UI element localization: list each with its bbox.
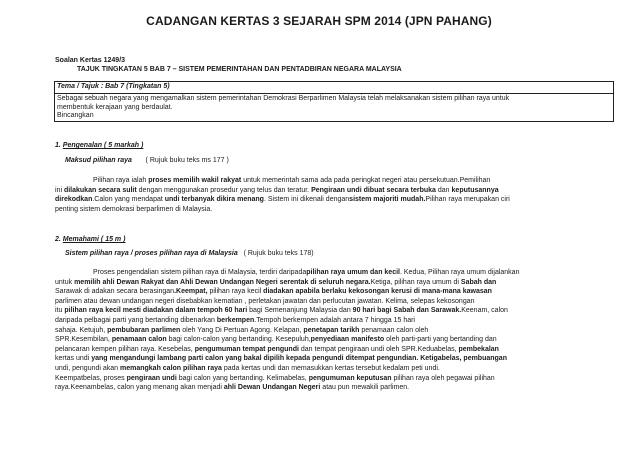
section-2-paragraph bbox=[55, 268, 615, 393]
paragraph-line bbox=[55, 186, 615, 196]
text-run: dengan menggunakan prosedur yang telus dan teratur. bbox=[136, 186, 312, 194]
text-run: .Calon yang mendapat bbox=[92, 196, 165, 204]
text-run: untuk memerintah sama ada pada peringkat negeri atau persekutuan.Pemilihan bbox=[241, 177, 491, 184]
text-run: ini bbox=[55, 186, 64, 194]
section-number: 2. bbox=[55, 236, 61, 243]
text-run: pembekalan bbox=[458, 345, 499, 353]
text-run: memilih ahli Dewan Rakyat dan Ahli Dewan Undangan Negeri serentak di seluruh negara. bbox=[74, 278, 371, 286]
text-run: pengumuman tempat pengundi bbox=[194, 345, 299, 353]
theme-line: membentuk kerajaan yang berdaulat. bbox=[57, 103, 173, 111]
text-run: parlimen atau dewan undangan negeri disebabkan kematian , perletakan jawatan dan perlucutan jawatan. Kelima, selepas kekosongan bbox=[55, 297, 475, 305]
text-run: dilakukan secara sulit bbox=[63, 186, 137, 194]
text-run: pengiraan undi bbox=[126, 374, 177, 382]
paragraph-line bbox=[55, 176, 615, 186]
paragraph-line bbox=[55, 364, 615, 374]
theme-header: Tema / Tajuk : Bab 7 (Tingkatan 5) bbox=[55, 82, 613, 94]
text-run: berkempen bbox=[216, 316, 255, 324]
text-run: itu bbox=[55, 307, 65, 315]
text-run: pelancaran kempen pilihan raya. Kesebelas, bbox=[55, 345, 195, 353]
theme-line: Sebagai sebuah negara yang mengamalkan sistem pemerintahan Demokrasi Berparlimen Malaysia telah melaksanakan sistem pilihan raya untuk bbox=[57, 95, 510, 102]
text-run: undi terbanyak dikira menang bbox=[164, 196, 264, 204]
text-run: penetapan tarikh bbox=[303, 326, 360, 334]
paragraph-line bbox=[55, 326, 615, 336]
text-run: . Sistem ini dikenali dengan bbox=[263, 196, 350, 204]
text-run: Keempatbelas, proses bbox=[55, 374, 127, 382]
text-run: SPR.Kesembilan, bbox=[55, 336, 112, 344]
subheading-reference: ( Rujuk buku teks 178) bbox=[243, 250, 314, 257]
text-run: bagi Semenanjung Malaysia dan bbox=[247, 307, 353, 315]
paragraph-line bbox=[55, 354, 615, 364]
theme-instruction: Bincangkan bbox=[57, 112, 94, 120]
text-run: Pengiraan undi dibuat secara terbuka bbox=[311, 186, 436, 194]
text-run: sistem majoriti mudah. bbox=[349, 196, 426, 204]
paragraph-line bbox=[55, 195, 615, 205]
section-title: Memahami ( 15 m ) bbox=[62, 236, 126, 243]
paper-topic: TAJUK TINGKATAN 5 BAB 7 – SISTEM PEMERINTAHAN DAN PENTADBIRAN NEGARA MALAYSIA bbox=[77, 66, 402, 73]
text-run: Pilihan raya ialah bbox=[93, 177, 149, 184]
text-run: ahli Dewan Undangan Negeri bbox=[223, 384, 321, 392]
text-run: raya.Keenambelas, calon yang menang akan menjadi bbox=[55, 384, 224, 392]
text-run: pilihan raya kecil mesti diadakan dalam tempoh 60 hari bbox=[64, 307, 248, 315]
paper-info bbox=[55, 56, 402, 74]
text-run: Sarawak di adakan secara berasingan bbox=[55, 288, 175, 296]
text-run: kertas undi bbox=[55, 355, 90, 363]
subheading-reference: ( Rujuk buku teks ms 177 ) bbox=[145, 157, 229, 164]
text-run: pengumuman keputusan bbox=[308, 374, 392, 382]
text-run: yang mengandungi lambang parti calon yang bakal dipilih kepada pengundi ditempat pengundian. Ketigabelas, pembuangan bbox=[89, 355, 507, 363]
text-run: Keenam, calon bbox=[461, 307, 508, 315]
text-run: atau pun mewakili parlimen. bbox=[320, 384, 410, 392]
theme-box bbox=[54, 81, 614, 122]
text-run: Ketiga, pilihan raya umum di bbox=[370, 278, 461, 286]
document-title: CADANGAN KERTAS 3 SEJARAH SPM 2014 (JPN PAHANG) bbox=[146, 14, 492, 28]
text-run: sahaja. Ketujuh, bbox=[55, 326, 108, 334]
text-run: . Kedua, Pilihan raya umum dijalankan bbox=[400, 269, 520, 276]
text-run: penyediaan manifesto bbox=[310, 336, 385, 344]
text-run: bagi calon yang bertanding. Kelimabelas, bbox=[176, 374, 309, 382]
paragraph-line bbox=[55, 278, 615, 288]
subheading-label: Sistem pilihan raya / proses pilihan raya di Malaysia bbox=[65, 250, 238, 257]
section-1-subheading bbox=[65, 157, 229, 164]
text-run: pilihan raya kecil bbox=[209, 288, 262, 296]
subheading-label: Maksud pilihan raya bbox=[65, 157, 132, 164]
theme-body bbox=[55, 94, 613, 122]
section-number: 1. bbox=[55, 142, 61, 149]
paper-code: Soalan Kertas 1249/3 bbox=[55, 57, 126, 64]
text-run: Pilihan raya merupakan ciri bbox=[425, 196, 510, 204]
paragraph-line bbox=[55, 316, 615, 326]
text-run: penamaan calon oleh bbox=[359, 326, 429, 334]
text-run: bagi calon-calon yang bertanding. Kesepuluh, bbox=[166, 336, 311, 344]
text-run: daripada pelbagai parti yang bertanding dibenarkan bbox=[55, 316, 217, 324]
paragraph-line bbox=[55, 374, 615, 384]
text-run: keputusannya bbox=[451, 186, 499, 194]
paragraph-line bbox=[55, 297, 615, 307]
text-run: direkodkan bbox=[55, 196, 93, 204]
paragraph-line bbox=[55, 268, 615, 278]
section-title: Pengenalan ( 5 markah ) bbox=[62, 142, 144, 149]
text-run: pilihan raya umum dan kecil bbox=[306, 269, 400, 276]
text-run: oleh parti-parti yang bertanding dan bbox=[384, 336, 497, 344]
text-run: penamaan calon bbox=[111, 336, 167, 344]
section-2-heading bbox=[55, 236, 125, 243]
text-run: memangkah calon pilihan raya bbox=[120, 364, 222, 372]
text-run: Sabah dan bbox=[460, 278, 497, 286]
text-run: .Tempoh berkempen adalah antara 7 hingga 15 hari bbox=[254, 316, 415, 324]
section-1-heading bbox=[55, 142, 143, 149]
text-run: proses memilih wakil rakyat bbox=[148, 177, 242, 184]
section-2-subheading bbox=[65, 250, 314, 257]
paragraph-line bbox=[55, 383, 615, 393]
text-run: 90 hari bagi Sabah dan Sarawak. bbox=[352, 307, 462, 315]
paragraph-line bbox=[55, 287, 615, 297]
text-run: Proses pengendalian sistem pilihan raya di Malaysia, terdiri daripada bbox=[93, 269, 307, 276]
text-run: pembubaran parlimen bbox=[107, 326, 181, 334]
paragraph-line bbox=[55, 205, 615, 215]
text-run: undi, pengundi akan bbox=[55, 364, 120, 372]
text-run: oleh Yang Di Pertuan Agong. Kelapan, bbox=[180, 326, 304, 334]
paragraph-line bbox=[55, 335, 615, 345]
text-run: untuk bbox=[55, 278, 75, 286]
section-1-paragraph bbox=[55, 176, 615, 214]
text-run: dan bbox=[435, 186, 452, 194]
paragraph-line bbox=[55, 345, 615, 355]
text-run: pilihan raya oleh pegawai pilihan bbox=[391, 374, 495, 382]
text-run: penting sistem demokrasi berparlimen di Malaysia. bbox=[55, 205, 213, 213]
text-run: pada kertas undi dan memasukkan kertas tersebut kedalam peti undi. bbox=[221, 364, 440, 372]
text-run: dan tempat pengiraan undi oleh SPR.Keduabelas, bbox=[298, 345, 459, 353]
text-run: .Keempat, bbox=[174, 288, 210, 296]
paragraph-line bbox=[55, 306, 615, 316]
text-run: diadakan apabila berlaku kekosongan kerusi di mana-mana kawasan bbox=[261, 288, 492, 296]
